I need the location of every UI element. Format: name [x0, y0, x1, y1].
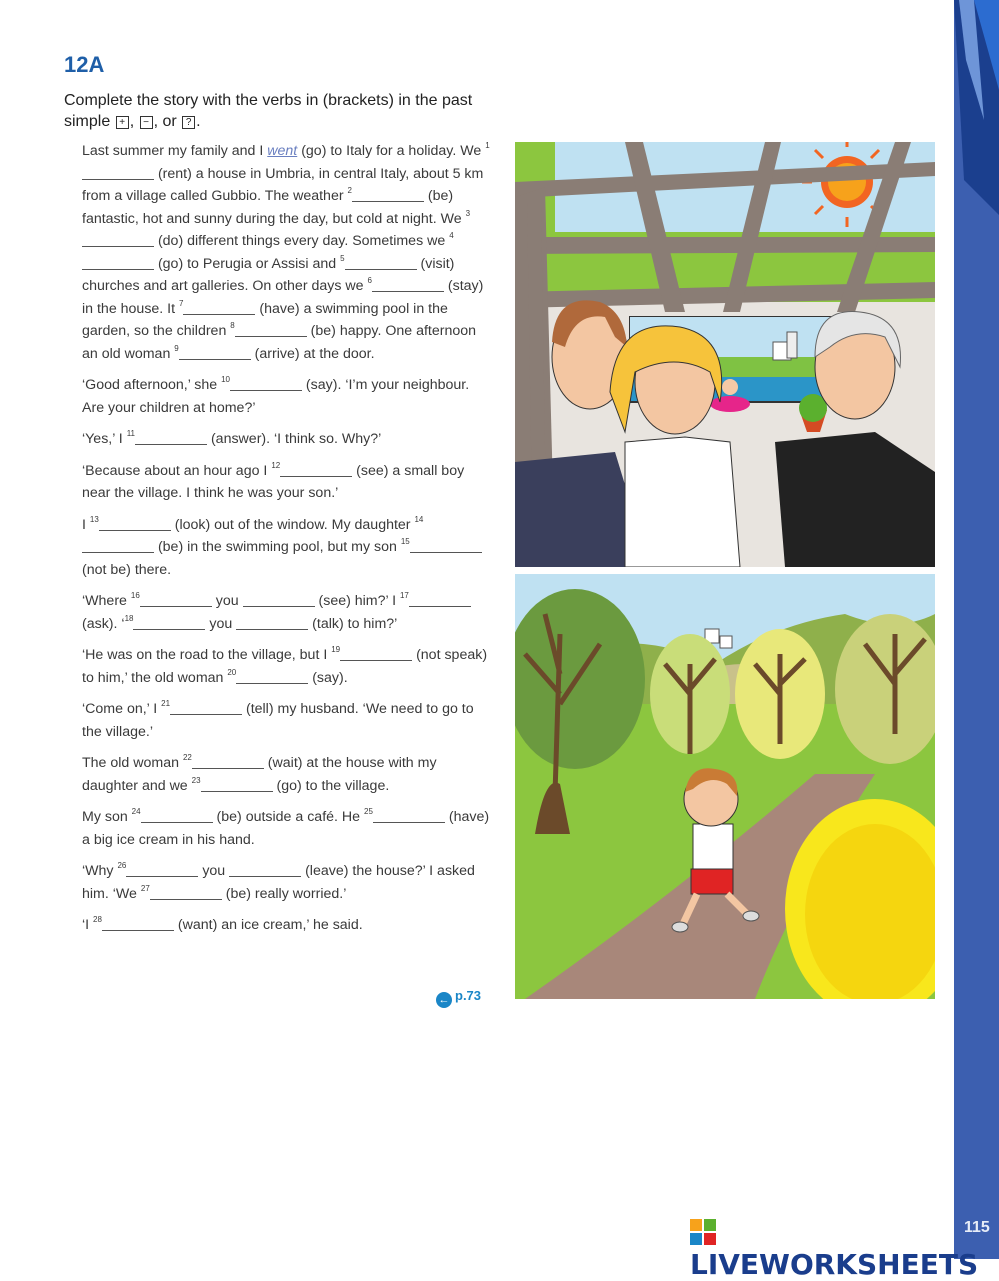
answer-blank-8[interactable] [235, 321, 307, 337]
answer-blank-11[interactable] [135, 429, 207, 445]
answer-blank-18a[interactable] [133, 614, 205, 630]
unit-heading: 12A [64, 52, 105, 77]
band-decoration [954, 0, 999, 220]
illustration-door-scene [515, 142, 935, 567]
story-paragraph: ‘Come on,’ I $^{21}$ (tell) my husband. ‘We need to go to the village.’ [82, 699, 474, 740]
story-paragraph: ‘Good afternoon,’ she $^{10}$ (say). ‘I’m your neighbour. Are your children at home?’ [82, 375, 470, 416]
answer-blank-12[interactable] [280, 461, 352, 477]
story-paragraph: My son $^{24}$ (be) outside a café. He $^{25}$ (have) a big ice cream in his hand. [82, 807, 490, 848]
story-paragraph: The old woman $^{22}$ (wait) at the house with my daughter and we $^{23}$ (go) to the village. [82, 753, 437, 794]
question-sign-box: ? [182, 116, 195, 129]
answer-blank-1[interactable] [82, 164, 154, 180]
page-number: 115 [964, 1219, 990, 1236]
answer-blank-4[interactable] [82, 254, 154, 270]
answer-blank-16a[interactable] [140, 591, 212, 607]
answer-blank-19[interactable] [340, 645, 412, 661]
answer-blank-25[interactable] [373, 807, 445, 823]
answer-blank-9[interactable] [179, 344, 251, 360]
answer-blank-24[interactable] [141, 807, 213, 823]
liveworksheets-logo-icon [690, 1219, 716, 1245]
story-text [82, 140, 492, 946]
story-paragraph: ‘I $^{28}$ (want) an ice cream,’ he said. [82, 915, 363, 933]
answer-blank-21[interactable] [170, 699, 242, 715]
answer-blank-10[interactable] [230, 375, 302, 391]
answer-blank-17[interactable] [409, 591, 471, 607]
answer-blank-2[interactable] [352, 186, 424, 202]
answer-blank-27[interactable] [150, 884, 222, 900]
instruction-text: Complete the story with the verbs in (brackets) in the past simple + , − , or ? . [64, 92, 473, 130]
answer-blank-22[interactable] [192, 753, 264, 769]
side-color-band [954, 0, 999, 1259]
story-paragraph: I $^{13}$ (look) out of the window. My daughter $^{14}$ (be) in the swimming pool, but my son $^{15}$ (not be) there. [82, 514, 492, 582]
liveworksheets-logo: LIVEWORKSHEETS [690, 1215, 999, 1251]
answer-blank-16b[interactable] [243, 591, 315, 607]
plus-sign-box: + [116, 116, 129, 129]
answer-blank-15[interactable] [410, 537, 482, 553]
page-reference-link[interactable]: ← p.73 [436, 988, 481, 1008]
story-paragraph: Last summer my family and I went (go) to Italy for a holiday. We $^1$ (rent) a house in Umbria, in central Italy, about 5 km from a village called Gubbio. The weather $^2$ (be) fantastic, hot and sunny during the day, but cold at night. We $^3$ (do) different things every day. Sometimes we $^4$ (go) to Perugia or Assisi and $^5$ (visit) churches and art galleries. On other days we $^6$ (stay) in the house. It $^7$ (have) a swimming pool in the garden, so the children $^8$ (be) happy. One afternoon an old woman $^9$ (arrive) at the door. [82, 141, 490, 362]
answer-blank-18b[interactable] [236, 614, 308, 630]
answer-blank-20[interactable] [236, 668, 308, 684]
example-answer: went [267, 143, 298, 159]
story-paragraph: ‘Yes,’ I $^{11}$ (answer). ‘I think so. Why?’ [82, 429, 382, 447]
story-paragraph: ‘Because about an hour ago I $^{12}$ (see) a small boy near the village. I think he was your son.’ [82, 460, 465, 501]
answer-blank-23[interactable] [201, 776, 273, 792]
answer-blank-3[interactable] [82, 231, 154, 247]
story-paragraph: ‘Where $^{16}$ you (see) him?’ I $^{17}$ (ask). ‘$^{18}$ you (talk) to him?’ [82, 590, 492, 635]
arrow-left-circle-icon: ← [436, 992, 452, 1008]
answer-blank-7[interactable] [183, 299, 255, 315]
answer-blank-28[interactable] [102, 915, 174, 931]
answer-blank-26a[interactable] [126, 861, 198, 877]
story-paragraph: ‘He was on the road to the village, but I $^{19}$ (not speak) to him,’ the old woman $^{20}$ (say). [82, 645, 488, 686]
illustration-boy-on-path [515, 574, 935, 999]
minus-sign-box: − [140, 116, 153, 129]
answer-blank-6[interactable] [372, 276, 444, 292]
answer-blank-13[interactable] [99, 515, 171, 531]
answer-blank-14[interactable] [82, 537, 154, 553]
story-paragraph: ‘Why $^{26}$ you (leave) the house?’ I asked him. ‘We $^{27}$ (be) really worried.’ [82, 861, 475, 902]
answer-blank-5[interactable] [345, 254, 417, 270]
answer-blank-26b[interactable] [229, 861, 301, 877]
